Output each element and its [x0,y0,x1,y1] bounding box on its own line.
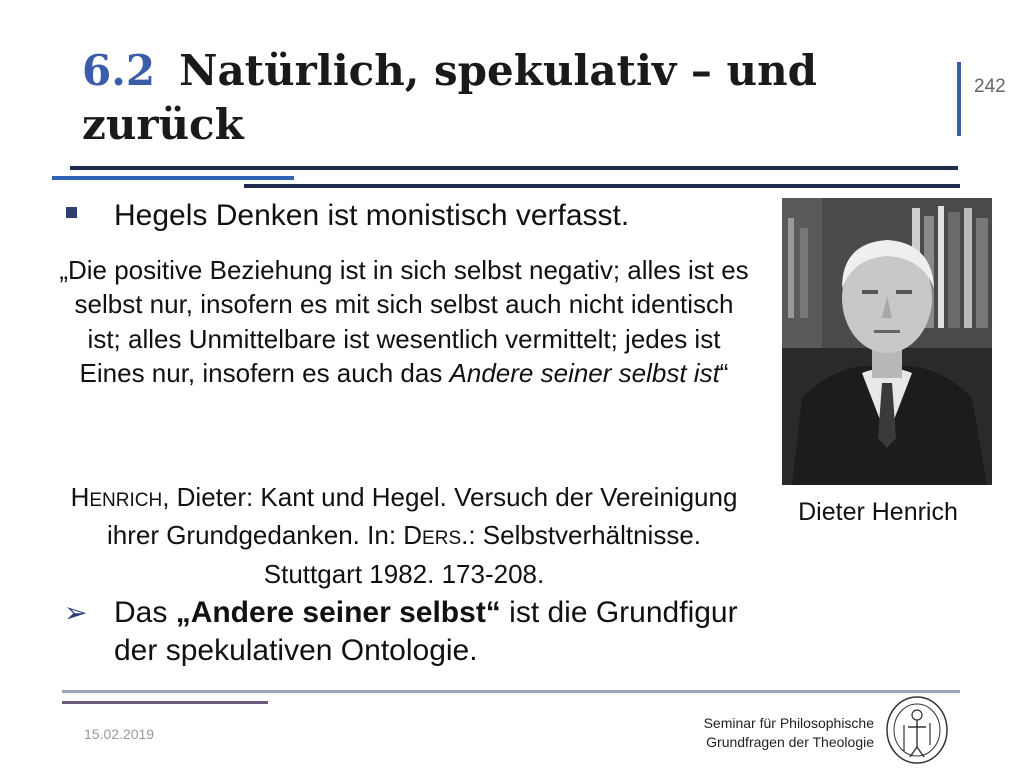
header-divider-accent [52,176,294,180]
bullet-1-text: Hegels Denken ist monistisch verfasst. [114,199,630,232]
portrait-image [782,198,992,485]
bullet-2-suffix: ist die Grundfigur der spekulativen Ontologie. [114,596,738,667]
square-bullet-icon [66,207,77,218]
footer-date: 15.02.2019 [84,726,155,742]
bullet-2-bold: „Andere seiner selbst“ [175,596,501,629]
citation-ders-initial: D [403,520,423,551]
hegel-quote [56,253,752,390]
citation-text: , Dieter: Kant und Hegel. Versuch der Vereinigung ihrer Grundgedanken. In: [106,482,738,551]
page-number: 242 [974,76,1006,97]
footer-divider-accent [62,701,268,704]
seminar-name [698,714,874,752]
page-number-bar [957,62,961,136]
arrowhead-bullet-icon: ➢ [64,596,88,629]
footer-divider [62,690,960,693]
quote-italic: Andere seiner selbst ist [449,357,720,388]
section-number: 6.2 [82,46,156,95]
bullet-2-prefix: Das [114,596,176,629]
title-text: Natürlich, spekulativ – und zurück [82,46,817,149]
citation-ders-rest: ERS [422,528,462,550]
seminar-line-1: Seminar für Philosophische [703,715,874,731]
header-divider-lower [244,184,960,188]
quote-close: “ [719,357,729,388]
citation-author-rest: ENRICH [89,490,163,511]
citation [56,480,752,591]
citation-author-initial: H [70,482,90,512]
university-seal-icon [884,695,950,765]
portrait-photo [782,198,992,485]
bullet-2-text [114,594,774,670]
photo-caption: Dieter Henrich [798,498,958,526]
quote-text: „Die positive Beziehung ist in sich selbst negativ; alles ist es selbst nur, insofern es mit sich selbst auch nicht identisch ist; alles Unmittelbare ist wesentlich vermittelt; jedes ist Eines nur, insofern es auch das [59,255,749,388]
citation-end: .: Selbstverhältnisse. Stuttgart 1982. 173-208. [263,520,702,589]
header-divider [70,166,958,170]
slide-title [82,44,942,152]
seminar-line-2: Grundfragen der Theologie [706,734,874,750]
